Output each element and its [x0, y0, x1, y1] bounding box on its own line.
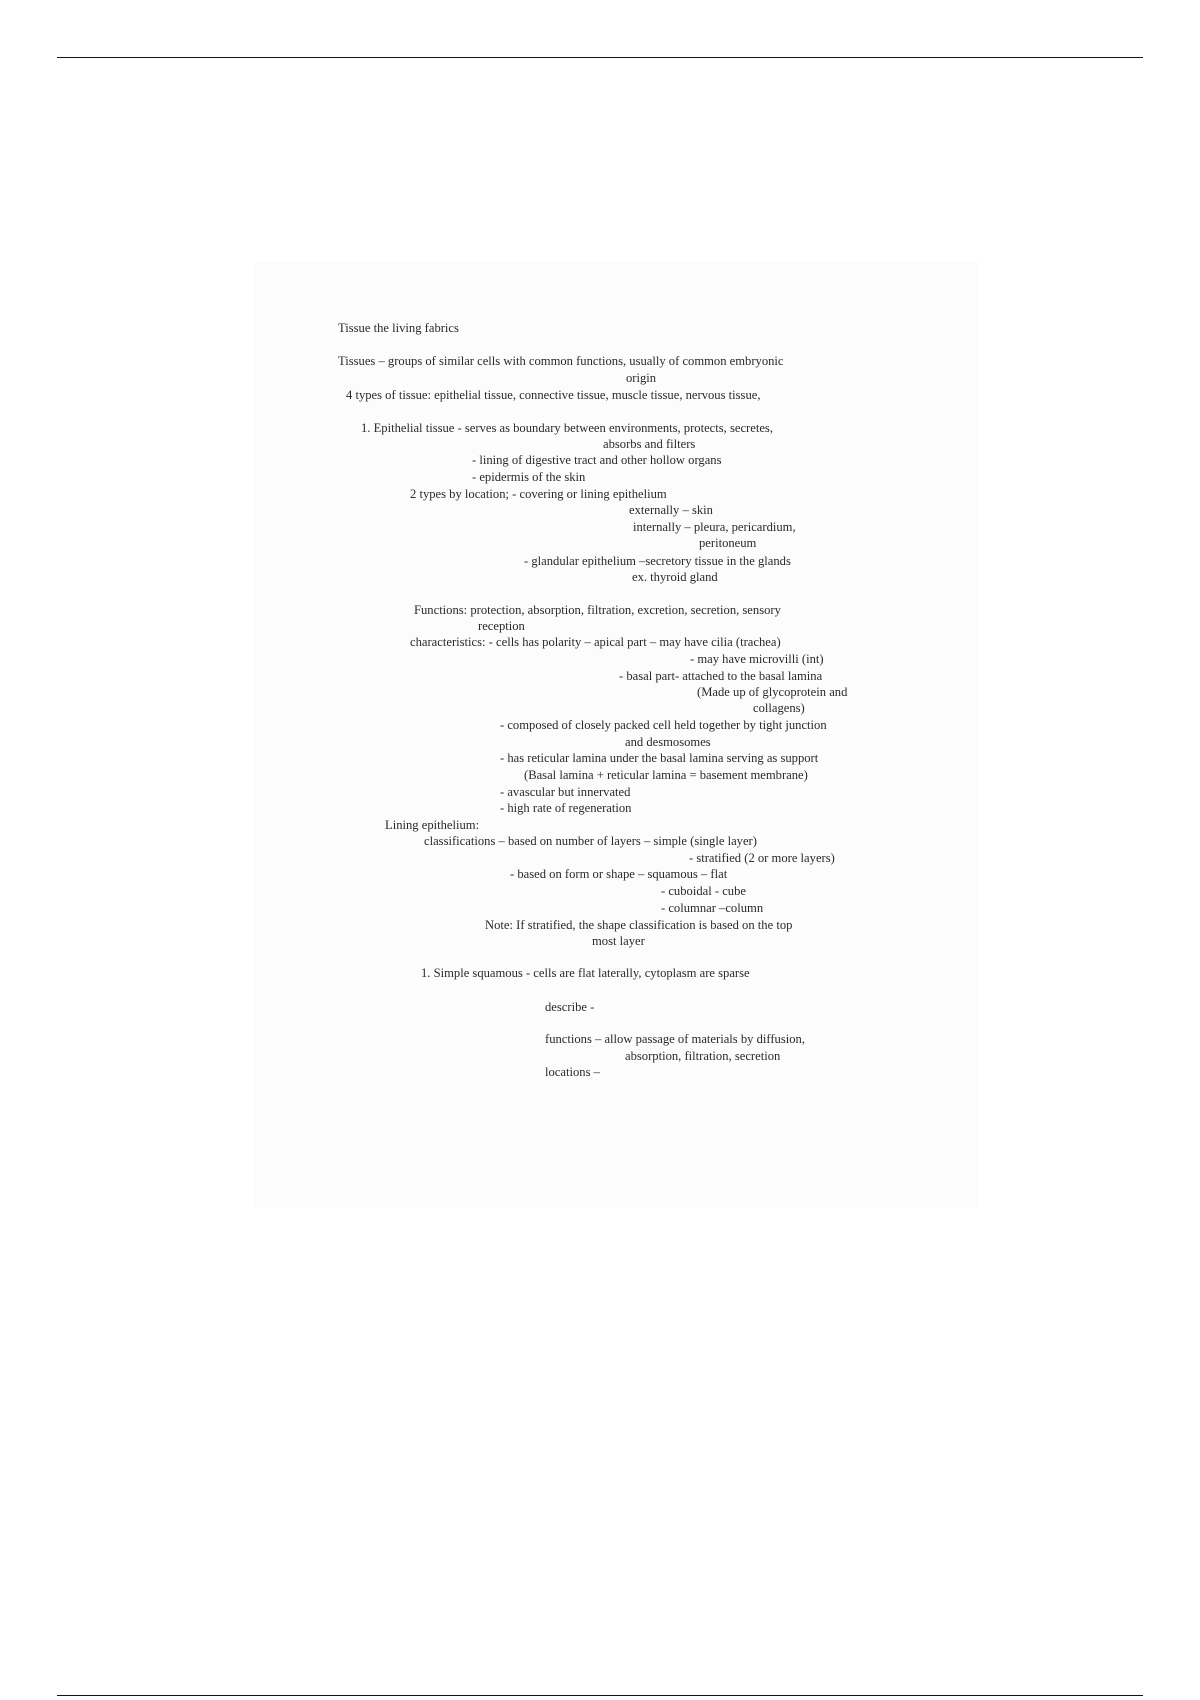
text-line: peritoneum — [699, 536, 757, 550]
text-line: absorption, filtration, secretion — [625, 1049, 781, 1063]
text-line: - columnar –column — [661, 901, 764, 915]
text-line: internally – pleura, pericardium, — [633, 520, 796, 534]
text-line: collagens) — [753, 701, 805, 715]
text-line: locations – — [545, 1065, 600, 1079]
text-line: 1. Epithelial tissue - serves as boundary between environments, protects, secretes, — [361, 421, 773, 435]
bottom-rule — [57, 1695, 1143, 1696]
text-line: origin — [626, 371, 657, 385]
text-line: - basal part- attached to the basal lamina — [619, 669, 823, 683]
text-line: and desmosomes — [625, 735, 711, 749]
text-line: Lining epithelium: — [385, 818, 480, 832]
document-title: Tissue the living fabrics — [338, 321, 459, 335]
text-line: - glandular epithelium –secretory tissue in the glands — [524, 554, 791, 568]
text-line: - lining of digestive tract and other hollow organs — [472, 453, 722, 467]
text-line: classifications – based on number of layers – simple (single layer) — [424, 834, 757, 848]
text-line: (Made up of glycoprotein and — [697, 685, 848, 699]
text-line: describe - — [545, 1000, 595, 1014]
text-line: externally – skin — [629, 503, 713, 517]
text-line: Tissues – groups of similar cells with common functions, usually of common embryonic — [338, 354, 784, 368]
text-line: 2 types by location; - covering or lining epithelium — [410, 487, 667, 501]
text-line: functions – allow passage of materials by diffusion, — [545, 1032, 805, 1046]
text-line: reception — [478, 619, 525, 633]
text-line: 4 types of tissue: epithelial tissue, connective tissue, muscle tissue, nervous tissue, — [346, 388, 761, 402]
text-line: - stratified (2 or more layers) — [689, 851, 835, 865]
top-rule — [57, 57, 1143, 58]
text-line: - has reticular lamina under the basal lamina serving as support — [500, 751, 819, 765]
text-line: - high rate of regeneration — [500, 801, 632, 815]
text-line: - composed of closely packed cell held together by tight junction — [500, 718, 827, 732]
text-line: Note: If stratified, the shape classification is based on the top — [485, 918, 793, 932]
text-line: - epidermis of the skin — [472, 470, 586, 484]
text-line: ex. thyroid gland — [632, 570, 718, 584]
text-line: characteristics: - cells has polarity – apical part – may have cilia (trachea) — [410, 635, 781, 649]
scanned-page — [255, 262, 979, 1208]
text-line: - based on form or shape – squamous – flat — [510, 867, 728, 881]
text-line: Functions: protection, absorption, filtration, excretion, secretion, sensory — [414, 603, 781, 617]
text-line: absorbs and filters — [603, 437, 696, 451]
text-line: most layer — [592, 934, 645, 948]
text-line: - avascular but innervated — [500, 785, 631, 799]
text-line: - cuboidal - cube — [661, 884, 746, 898]
text-line: - may have microvilli (int) — [690, 652, 824, 666]
text-line: (Basal lamina + reticular lamina = basement membrane) — [524, 768, 808, 782]
text-line: 1. Simple squamous - cells are flat laterally, cytoplasm are sparse — [421, 966, 750, 980]
